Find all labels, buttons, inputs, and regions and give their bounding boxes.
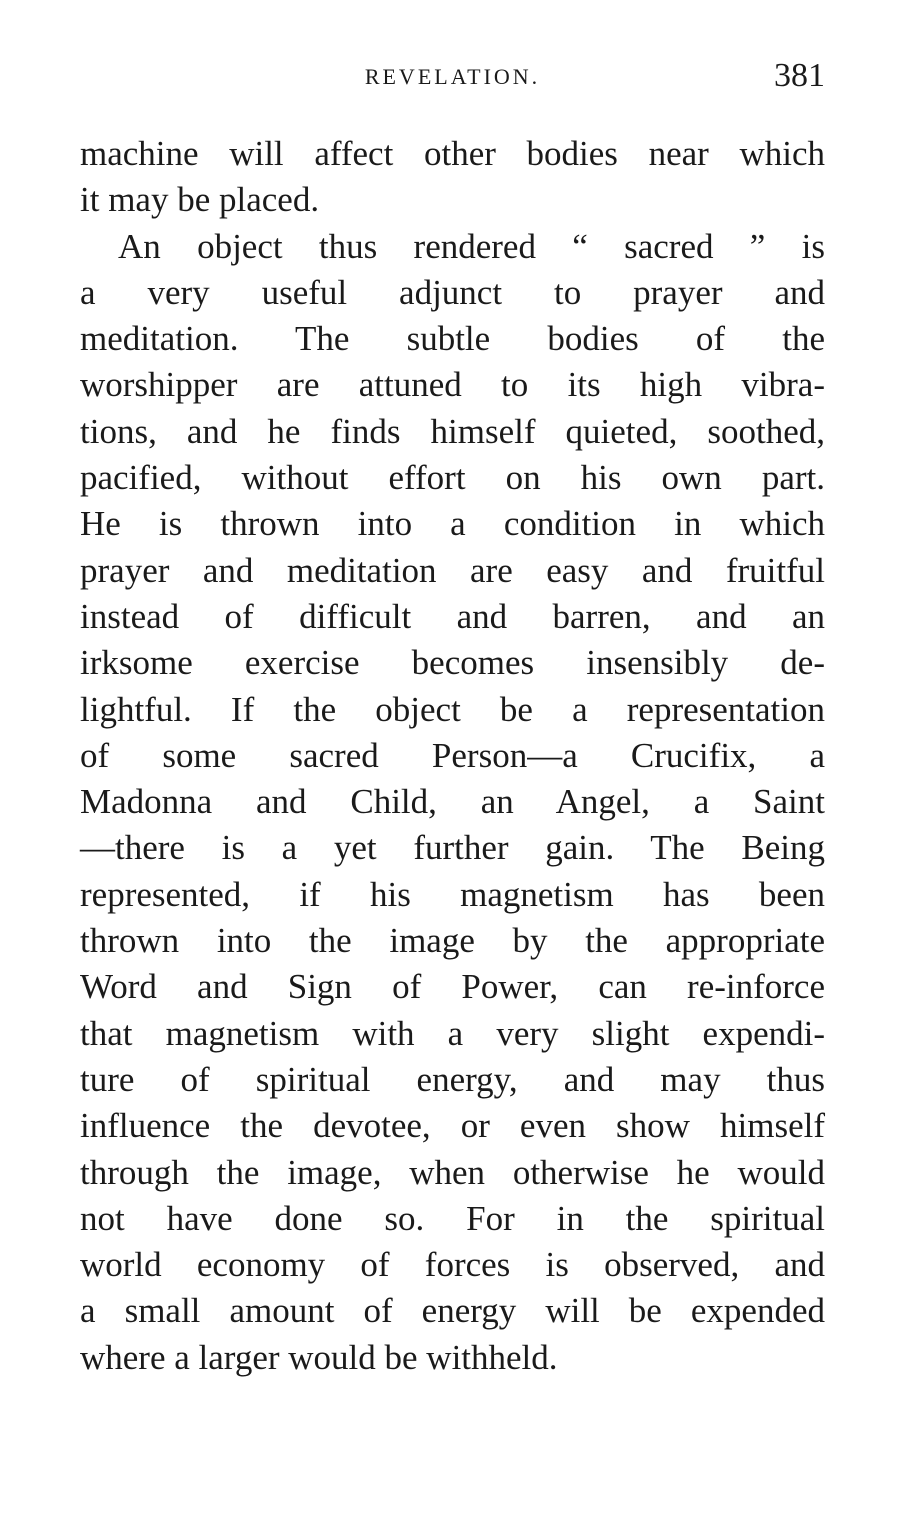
text-line: An object thus rendered “ sacred ” is <box>118 226 825 266</box>
text-line: thrown into the image by the appropriate <box>80 921 825 961</box>
text-line: ture of spiritual energy, and may thus <box>80 1059 825 1099</box>
text-line: not have done so. For in the spiritual <box>80 1198 825 1238</box>
text-line: world economy of forces is observed, and <box>80 1245 825 1285</box>
running-head <box>80 57 825 102</box>
text-line: irksome exercise becomes insensibly de- <box>80 643 825 683</box>
text-line: instead of difficult and barren, and an <box>80 596 825 636</box>
text-line: machine will affect other bodies near which <box>80 134 825 173</box>
text-line: that magnetism with a very slight expendi- <box>80 1013 825 1053</box>
text-line: meditation. The subtle bodies of the <box>80 319 825 359</box>
text-line: pacified, without effort on his own part. <box>80 458 825 498</box>
text-line: —there is a yet further gain. The Being <box>80 828 825 868</box>
text-line: influence the devotee, or even show himself <box>80 1106 825 1146</box>
text-line: it may be placed. <box>80 180 320 220</box>
text-line: where a larger would be withheld. <box>80 1337 558 1377</box>
text-line: He is thrown into a condition in which <box>80 504 825 544</box>
text-line: of some sacred Person—a Crucifix, a <box>80 735 825 775</box>
text-line: Madonna and Child, an Angel, a Saint <box>80 782 825 822</box>
text-line: a very useful adjunct to prayer and <box>80 272 825 312</box>
running-title: REVELATION. <box>364 64 541 89</box>
text-line: represented, if his magnetism has been <box>80 874 825 914</box>
text-line: through the image, when otherwise he would <box>80 1152 825 1192</box>
text-line: tions, and he finds himself quieted, soothed, <box>80 411 825 451</box>
text-line: lightful. If the object be a representation <box>80 689 825 729</box>
text-line: worshipper are attuned to its high vibra- <box>80 365 825 405</box>
page-number: 381 <box>774 57 825 94</box>
text-line: prayer and meditation are easy and fruitful <box>80 550 825 590</box>
text-line: Word and Sign of Power, can re-inforce <box>80 967 825 1007</box>
body-text <box>80 131 825 1381</box>
text-line: a small amount of energy will be expended <box>80 1291 825 1331</box>
